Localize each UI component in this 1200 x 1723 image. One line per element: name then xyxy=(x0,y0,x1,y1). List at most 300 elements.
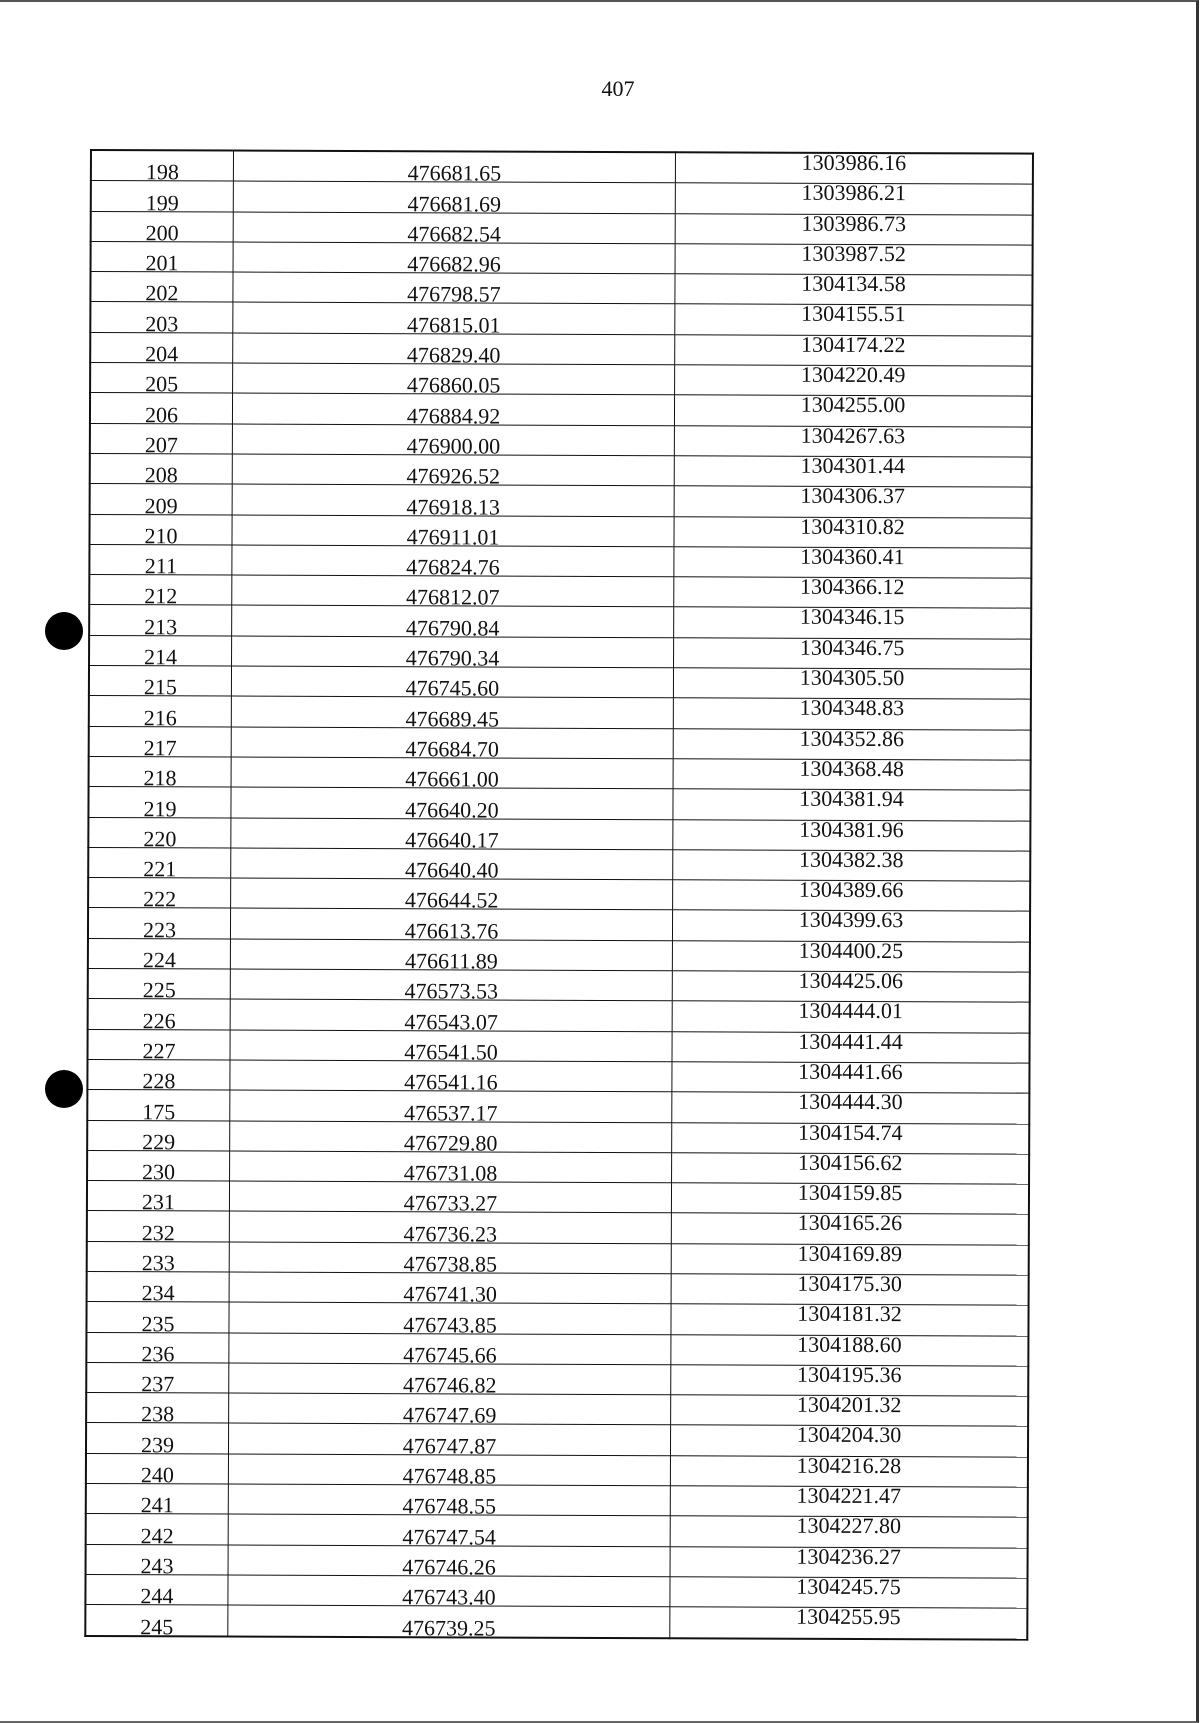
table-row xyxy=(90,453,1032,487)
point-number-cell-text: 233 xyxy=(141,1250,175,1276)
table-row xyxy=(86,1514,1028,1548)
table-row xyxy=(87,1090,1029,1124)
table-row xyxy=(88,817,1030,851)
y-coordinate-cell xyxy=(670,1603,1028,1639)
point-number-cell xyxy=(86,1423,229,1458)
point-number-cell-text: 230 xyxy=(142,1159,176,1185)
point-number-cell xyxy=(88,1029,231,1064)
x-coordinate-cell-text: 476731.08 xyxy=(403,1160,498,1186)
point-number-cell-text: 229 xyxy=(142,1129,176,1155)
point-number-cell-text: 213 xyxy=(144,613,178,640)
x-coordinate-cell-text: 476644.52 xyxy=(404,887,499,913)
x-coordinate-cell xyxy=(228,1605,670,1641)
table-row xyxy=(86,1302,1028,1336)
x-coordinate-cell-text: 476918.13 xyxy=(406,493,500,520)
table-row xyxy=(89,756,1031,790)
y-coordinate-cell-text: 1304444.01 xyxy=(798,998,903,1024)
y-coordinate-cell-text: 1304156.62 xyxy=(797,1149,903,1175)
y-coordinate-cell-text: 1304134.58 xyxy=(801,270,906,297)
point-number-cell-text: 223 xyxy=(142,916,177,943)
point-number-cell xyxy=(85,1574,228,1609)
x-coordinate-cell-text: 476790.34 xyxy=(405,645,500,671)
x-coordinate-cell-text: 476684.70 xyxy=(405,736,499,762)
table-row xyxy=(88,787,1030,821)
point-number-cell-text: 231 xyxy=(141,1189,176,1215)
y-coordinate-cell-text: 1304159.85 xyxy=(797,1179,903,1206)
x-coordinate-cell-text: 476741.30 xyxy=(403,1281,497,1307)
y-coordinate-cell-text: 1304155.51 xyxy=(801,301,906,327)
point-number-cell-text: 216 xyxy=(143,704,177,730)
point-number-cell-text: 175 xyxy=(142,1098,176,1124)
x-coordinate-cell xyxy=(230,969,672,1004)
point-number-cell xyxy=(88,817,231,852)
coordinate-table-body xyxy=(85,150,1033,1639)
point-number-cell xyxy=(88,847,231,882)
x-coordinate-cell xyxy=(229,1302,671,1338)
y-coordinate-cell-text: 1304352.86 xyxy=(799,725,905,751)
point-number-cell xyxy=(91,211,234,246)
point-number-cell-text: 245 xyxy=(140,1613,174,1639)
point-number-cell xyxy=(87,1241,230,1276)
y-coordinate-cell-text: 1304400.25 xyxy=(798,937,904,963)
y-coordinate-cell-text: 1304348.83 xyxy=(799,695,905,721)
x-coordinate-cell xyxy=(232,545,674,580)
table-row xyxy=(91,181,1033,215)
point-number-cell-text: 236 xyxy=(141,1341,175,1367)
y-coordinate-cell-text: 1304425.06 xyxy=(798,967,904,994)
point-number-cell-text: 214 xyxy=(144,644,178,670)
y-coordinate-cell-text: 1303986.21 xyxy=(801,180,907,206)
x-coordinate-cell xyxy=(228,1514,670,1550)
table-row xyxy=(89,696,1031,730)
x-coordinate-cell-text: 476746.26 xyxy=(402,1554,496,1580)
table-row xyxy=(87,1211,1029,1245)
table-row xyxy=(89,726,1031,760)
x-coordinate-cell-text: 476745.66 xyxy=(403,1342,497,1368)
table-row xyxy=(90,302,1032,336)
x-coordinate-cell xyxy=(229,1242,671,1277)
table-row xyxy=(88,908,1030,942)
point-number-cell xyxy=(90,423,233,458)
table-row xyxy=(90,484,1032,518)
x-coordinate-cell-text: 476738.85 xyxy=(403,1251,498,1277)
point-number-cell-text: 228 xyxy=(142,1068,176,1094)
x-coordinate-cell-text: 476748.55 xyxy=(402,1493,497,1519)
y-coordinate-cell-text: 1304255.95 xyxy=(796,1603,901,1630)
table-row xyxy=(89,544,1031,578)
point-number-cell-text: 204 xyxy=(145,341,179,367)
x-coordinate-cell xyxy=(233,363,675,398)
x-coordinate-cell xyxy=(231,787,673,823)
table-row xyxy=(87,1150,1029,1184)
table-row xyxy=(87,1241,1029,1275)
x-coordinate-cell-text: 476911.01 xyxy=(406,524,500,550)
point-number-cell xyxy=(86,1514,229,1548)
x-coordinate-cell-text: 476900.00 xyxy=(406,433,501,459)
x-coordinate-cell xyxy=(230,1090,672,1126)
table-row xyxy=(85,1574,1027,1608)
x-coordinate-cell xyxy=(231,878,673,913)
point-number-cell xyxy=(89,575,232,609)
point-number-cell-text: 235 xyxy=(141,1310,175,1336)
x-coordinate-cell xyxy=(229,1393,671,1429)
x-coordinate-cell xyxy=(233,242,675,277)
x-coordinate-cell-text: 476815.01 xyxy=(407,312,501,338)
coordinate-table xyxy=(84,149,1034,1640)
x-coordinate-cell xyxy=(231,818,673,853)
y-coordinate-cell-text: 1304399.63 xyxy=(798,907,904,933)
table-row xyxy=(89,605,1031,639)
point-number-cell xyxy=(89,635,232,670)
point-number-cell xyxy=(90,453,233,488)
x-coordinate-cell-text: 476541.50 xyxy=(404,1039,498,1065)
point-number-cell xyxy=(86,1453,229,1488)
x-coordinate-cell xyxy=(233,303,675,338)
x-coordinate-cell-text: 476689.45 xyxy=(405,705,500,732)
point-number-cell-text: 219 xyxy=(143,795,177,821)
point-number-cell-text: 241 xyxy=(140,1492,174,1518)
x-coordinate-cell xyxy=(228,1424,670,1459)
point-number-cell xyxy=(89,726,232,761)
x-coordinate-cell xyxy=(230,999,672,1035)
y-coordinate-cell-text: 1304169.89 xyxy=(797,1240,903,1266)
x-coordinate-cell-text: 476640.40 xyxy=(404,857,499,883)
y-coordinate-cell-text: 1304366.12 xyxy=(800,573,905,600)
point-number-cell xyxy=(88,878,231,912)
point-number-cell xyxy=(88,969,231,1003)
x-coordinate-cell-text: 476745.60 xyxy=(405,675,500,701)
x-coordinate-cell-text: 476790.84 xyxy=(405,614,500,641)
table-row xyxy=(86,1423,1028,1457)
x-coordinate-cell-text: 476613.76 xyxy=(404,917,499,944)
x-coordinate-cell-text: 476541.16 xyxy=(404,1069,498,1095)
table-row xyxy=(88,938,1030,972)
point-number-cell xyxy=(85,1605,228,1639)
table-row xyxy=(87,1181,1029,1215)
x-coordinate-cell-text: 476640.17 xyxy=(405,827,499,853)
point-number-cell-text: 237 xyxy=(141,1371,175,1397)
point-number-cell xyxy=(86,1302,229,1336)
point-number-cell xyxy=(86,1362,229,1397)
y-coordinate-cell-text: 1304227.80 xyxy=(796,1513,902,1539)
point-number-cell-text: 222 xyxy=(143,886,177,912)
point-number-cell xyxy=(90,393,233,428)
x-coordinate-cell xyxy=(229,1211,671,1247)
x-coordinate-cell-text: 476573.53 xyxy=(404,978,499,1004)
y-coordinate-cell-text: 1304195.36 xyxy=(797,1361,902,1388)
x-coordinate-cell xyxy=(231,757,673,792)
point-number-cell xyxy=(87,1090,230,1124)
point-number-cell-text: 212 xyxy=(144,583,178,609)
point-number-cell xyxy=(88,938,231,973)
x-coordinate-cell-text: 476682.96 xyxy=(407,251,501,277)
x-coordinate-cell xyxy=(230,1060,672,1095)
y-coordinate-cell-text: 1304216.28 xyxy=(796,1452,902,1478)
y-coordinate-cell-text: 1304381.94 xyxy=(799,785,904,812)
point-number-cell xyxy=(87,1059,230,1094)
point-number-cell xyxy=(88,908,231,943)
y-coordinate-cell-text: 1304188.60 xyxy=(797,1331,902,1357)
point-number-cell xyxy=(89,666,232,700)
x-coordinate-cell xyxy=(233,181,675,217)
y-coordinate-cell-text: 1304165.26 xyxy=(797,1210,903,1236)
point-number-cell xyxy=(89,544,232,579)
point-number-cell xyxy=(89,514,232,549)
point-number-cell xyxy=(88,787,231,821)
point-number-cell-text: 202 xyxy=(145,280,179,306)
x-coordinate-cell-text: 476682.54 xyxy=(407,221,501,247)
y-coordinate-cell-text: 1303987.52 xyxy=(801,240,906,267)
x-coordinate-cell xyxy=(232,575,674,611)
table-row xyxy=(90,363,1032,397)
point-number-cell xyxy=(89,756,232,791)
x-coordinate-cell xyxy=(232,606,674,641)
x-coordinate-cell-text: 476640.20 xyxy=(405,796,499,823)
x-coordinate-cell xyxy=(231,696,673,732)
x-coordinate-cell xyxy=(228,1454,670,1489)
table-row xyxy=(89,635,1031,669)
x-coordinate-cell-text: 476743.85 xyxy=(403,1311,497,1338)
x-coordinate-cell-text: 476747.87 xyxy=(402,1432,497,1459)
y-coordinate-cell-text: 1304175.30 xyxy=(797,1270,902,1297)
y-coordinate-cell-text: 1304389.66 xyxy=(798,876,904,903)
point-number-cell-text: 242 xyxy=(140,1522,174,1548)
table-row xyxy=(87,1120,1029,1154)
x-coordinate-cell-text: 476748.85 xyxy=(402,1463,497,1489)
x-coordinate-cell-text: 476736.23 xyxy=(403,1220,498,1247)
y-coordinate-cell-text: 1304441.66 xyxy=(798,1058,903,1085)
point-number-cell xyxy=(89,696,232,730)
x-coordinate-cell-text: 476829.40 xyxy=(406,342,501,368)
point-number-cell-text: 206 xyxy=(144,401,179,428)
x-coordinate-cell xyxy=(232,515,674,550)
x-coordinate-cell-text: 476661.00 xyxy=(405,766,499,792)
x-coordinate-cell xyxy=(233,212,675,247)
point-number-cell-text: 227 xyxy=(142,1038,176,1064)
table-row xyxy=(89,575,1031,609)
table-row xyxy=(90,272,1032,306)
point-number-cell-text: 209 xyxy=(144,492,178,518)
point-number-cell xyxy=(90,484,233,518)
y-coordinate-cell-text: 1303986.16 xyxy=(801,149,907,176)
point-number-cell-text: 201 xyxy=(145,250,179,276)
point-number-cell xyxy=(91,241,234,276)
point-number-cell xyxy=(90,302,233,337)
point-number-cell xyxy=(91,150,234,185)
point-number-cell-text: 200 xyxy=(145,220,179,246)
table-row xyxy=(87,1059,1029,1093)
x-coordinate-cell xyxy=(229,1363,671,1398)
point-number-cell-text: 220 xyxy=(143,826,177,852)
point-number-cell xyxy=(88,999,231,1033)
point-number-cell xyxy=(87,1120,230,1155)
point-number-cell-text: 198 xyxy=(145,159,179,185)
point-number-cell xyxy=(90,363,233,397)
table-row xyxy=(90,393,1032,427)
point-number-cell-text: 207 xyxy=(144,432,178,458)
x-coordinate-cell-text: 476729.80 xyxy=(403,1130,498,1156)
y-coordinate-cell-text: 1304441.44 xyxy=(798,1028,903,1054)
point-number-cell-text: 225 xyxy=(142,977,176,1003)
point-number-cell-text: 244 xyxy=(140,1583,174,1609)
y-coordinate-cell-text: 1304174.22 xyxy=(800,331,906,357)
y-coordinate-cell-text: 1304346.15 xyxy=(799,604,905,630)
y-coordinate-cell-text: 1304301.44 xyxy=(800,452,906,479)
x-coordinate-cell-text: 476739.25 xyxy=(402,1614,496,1641)
point-number-cell-text: 234 xyxy=(141,1280,175,1306)
x-coordinate-cell-text: 476747.69 xyxy=(402,1402,497,1429)
x-coordinate-cell-text: 476812.07 xyxy=(405,584,500,611)
table-row xyxy=(88,847,1030,881)
point-number-cell-text: 211 xyxy=(144,553,178,579)
x-coordinate-cell xyxy=(228,1484,670,1519)
point-number-cell-text: 203 xyxy=(145,310,179,337)
point-number-cell-text: 243 xyxy=(140,1553,174,1579)
point-number-cell-text: 199 xyxy=(145,189,179,215)
x-coordinate-cell xyxy=(232,484,674,520)
y-coordinate-cell-text: 1304255.00 xyxy=(800,392,906,418)
table-row xyxy=(91,150,1033,184)
y-coordinate-cell-text: 1304305.50 xyxy=(799,664,905,691)
x-coordinate-cell xyxy=(231,666,673,701)
point-number-cell xyxy=(87,1271,230,1306)
point-number-cell-text: 210 xyxy=(144,523,178,549)
y-coordinate-cell-text: 1304360.41 xyxy=(800,543,905,569)
table-row xyxy=(90,332,1032,366)
point-number-cell xyxy=(87,1211,230,1246)
x-coordinate-cell xyxy=(233,333,675,368)
x-coordinate-cell xyxy=(232,424,674,459)
table-row xyxy=(86,1332,1028,1366)
point-number-cell-text: 240 xyxy=(140,1462,174,1488)
x-coordinate-cell-text: 476747.54 xyxy=(402,1523,496,1550)
point-number-cell xyxy=(87,1150,230,1185)
x-coordinate-cell-text: 476733.27 xyxy=(403,1190,498,1216)
punch-hole xyxy=(45,612,83,650)
x-coordinate-cell xyxy=(232,636,674,671)
point-number-cell-text: 224 xyxy=(142,947,176,973)
y-coordinate-cell-text: 1304381.96 xyxy=(799,816,904,842)
y-coordinate-cell-text: 1304181.32 xyxy=(797,1301,902,1327)
table-row xyxy=(86,1544,1028,1578)
y-coordinate-cell-text: 1304154.74 xyxy=(797,1119,903,1145)
table-row xyxy=(88,878,1030,912)
x-coordinate-cell-text: 476681.69 xyxy=(407,190,502,217)
y-coordinate-cell-text: 1304368.48 xyxy=(799,755,904,782)
x-coordinate-cell xyxy=(231,727,673,762)
point-number-cell xyxy=(90,272,233,306)
point-number-cell-text: 226 xyxy=(142,1007,176,1033)
table-row xyxy=(89,666,1031,700)
y-coordinate-cell-text: 1304267.63 xyxy=(800,422,906,448)
x-coordinate-cell-text: 476611.89 xyxy=(404,948,498,974)
table-row xyxy=(89,514,1031,548)
y-coordinate-cell-text: 1304346.75 xyxy=(799,634,905,660)
point-number-cell-text: 238 xyxy=(141,1401,175,1427)
y-coordinate-cell-text: 1304444.30 xyxy=(798,1088,903,1115)
point-number-cell xyxy=(87,1181,230,1215)
point-number-cell xyxy=(86,1484,229,1518)
x-coordinate-cell-text: 476860.05 xyxy=(406,372,501,398)
point-number-cell-text: 221 xyxy=(143,856,177,882)
x-coordinate-cell-text: 476743.40 xyxy=(402,1584,496,1610)
point-number-cell xyxy=(86,1393,229,1427)
y-coordinate-cell-text: 1304221.47 xyxy=(796,1482,902,1509)
y-coordinate-cell-text: 1304236.27 xyxy=(796,1543,901,1569)
table-row xyxy=(90,423,1032,457)
x-coordinate-cell xyxy=(231,848,673,883)
x-coordinate-cell-text: 476926.52 xyxy=(406,463,501,489)
x-coordinate-cell-text: 476681.65 xyxy=(407,160,502,186)
y-coordinate-cell-text: 1304245.75 xyxy=(796,1573,901,1600)
x-coordinate-cell xyxy=(232,393,674,429)
x-coordinate-cell xyxy=(228,1545,670,1580)
x-coordinate-cell xyxy=(232,454,674,489)
table-row xyxy=(88,999,1030,1033)
x-coordinate-cell-text: 476884.92 xyxy=(406,402,501,429)
x-coordinate-cell xyxy=(229,1272,671,1307)
x-coordinate-cell-text: 476798.57 xyxy=(407,281,501,308)
table-row xyxy=(88,969,1030,1003)
x-coordinate-cell xyxy=(228,1575,670,1610)
point-number-cell-text: 208 xyxy=(144,462,178,488)
point-number-cell xyxy=(90,332,233,367)
x-coordinate-cell xyxy=(229,1181,671,1216)
table-row xyxy=(86,1484,1028,1518)
x-coordinate-cell xyxy=(230,1030,672,1065)
point-number-cell-text: 232 xyxy=(141,1219,175,1246)
x-coordinate-cell xyxy=(233,272,675,308)
y-coordinate-cell-text: 1303986.73 xyxy=(801,210,907,236)
point-number-cell-text: 218 xyxy=(143,765,177,791)
y-coordinate-cell-text: 1304201.32 xyxy=(796,1391,902,1418)
point-number-cell-text: 205 xyxy=(145,371,179,397)
punch-hole xyxy=(45,1070,83,1108)
point-number-cell-text: 239 xyxy=(140,1431,175,1458)
table-row xyxy=(87,1271,1029,1305)
x-coordinate-cell-text: 476537.17 xyxy=(404,1099,498,1126)
point-number-cell-text: 215 xyxy=(143,674,177,700)
x-coordinate-cell xyxy=(230,1151,672,1186)
x-coordinate-cell-text: 476543.07 xyxy=(404,1008,498,1035)
table-row xyxy=(86,1453,1028,1487)
point-number-cell xyxy=(86,1544,229,1579)
y-coordinate-cell-text: 1304382.38 xyxy=(798,846,904,872)
table-row xyxy=(91,211,1033,245)
x-coordinate-cell-text: 476824.76 xyxy=(406,554,500,580)
point-number-cell-text: 217 xyxy=(143,735,177,761)
y-coordinate-cell-text: 1304204.30 xyxy=(796,1422,902,1448)
point-number-cell xyxy=(91,181,234,215)
page-number: 407 xyxy=(601,76,635,101)
y-coordinate-cell-text: 1304306.37 xyxy=(800,482,905,509)
x-coordinate-cell xyxy=(233,151,675,186)
point-number-cell xyxy=(86,1332,229,1367)
table-row xyxy=(86,1362,1028,1396)
x-coordinate-cell xyxy=(230,1121,672,1156)
x-coordinate-cell xyxy=(229,1333,671,1368)
y-coordinate-cell-text: 1304220.49 xyxy=(800,361,906,388)
y-coordinate-cell-text: 1304310.82 xyxy=(800,513,905,539)
x-coordinate-cell xyxy=(230,939,672,974)
point-number-cell xyxy=(89,605,232,640)
x-coordinate-cell xyxy=(230,908,672,944)
table-row xyxy=(86,1393,1028,1427)
table-row xyxy=(85,1605,1027,1639)
table-row xyxy=(88,1029,1030,1063)
table-row xyxy=(91,241,1033,275)
x-coordinate-cell-text: 476746.82 xyxy=(402,1372,497,1398)
